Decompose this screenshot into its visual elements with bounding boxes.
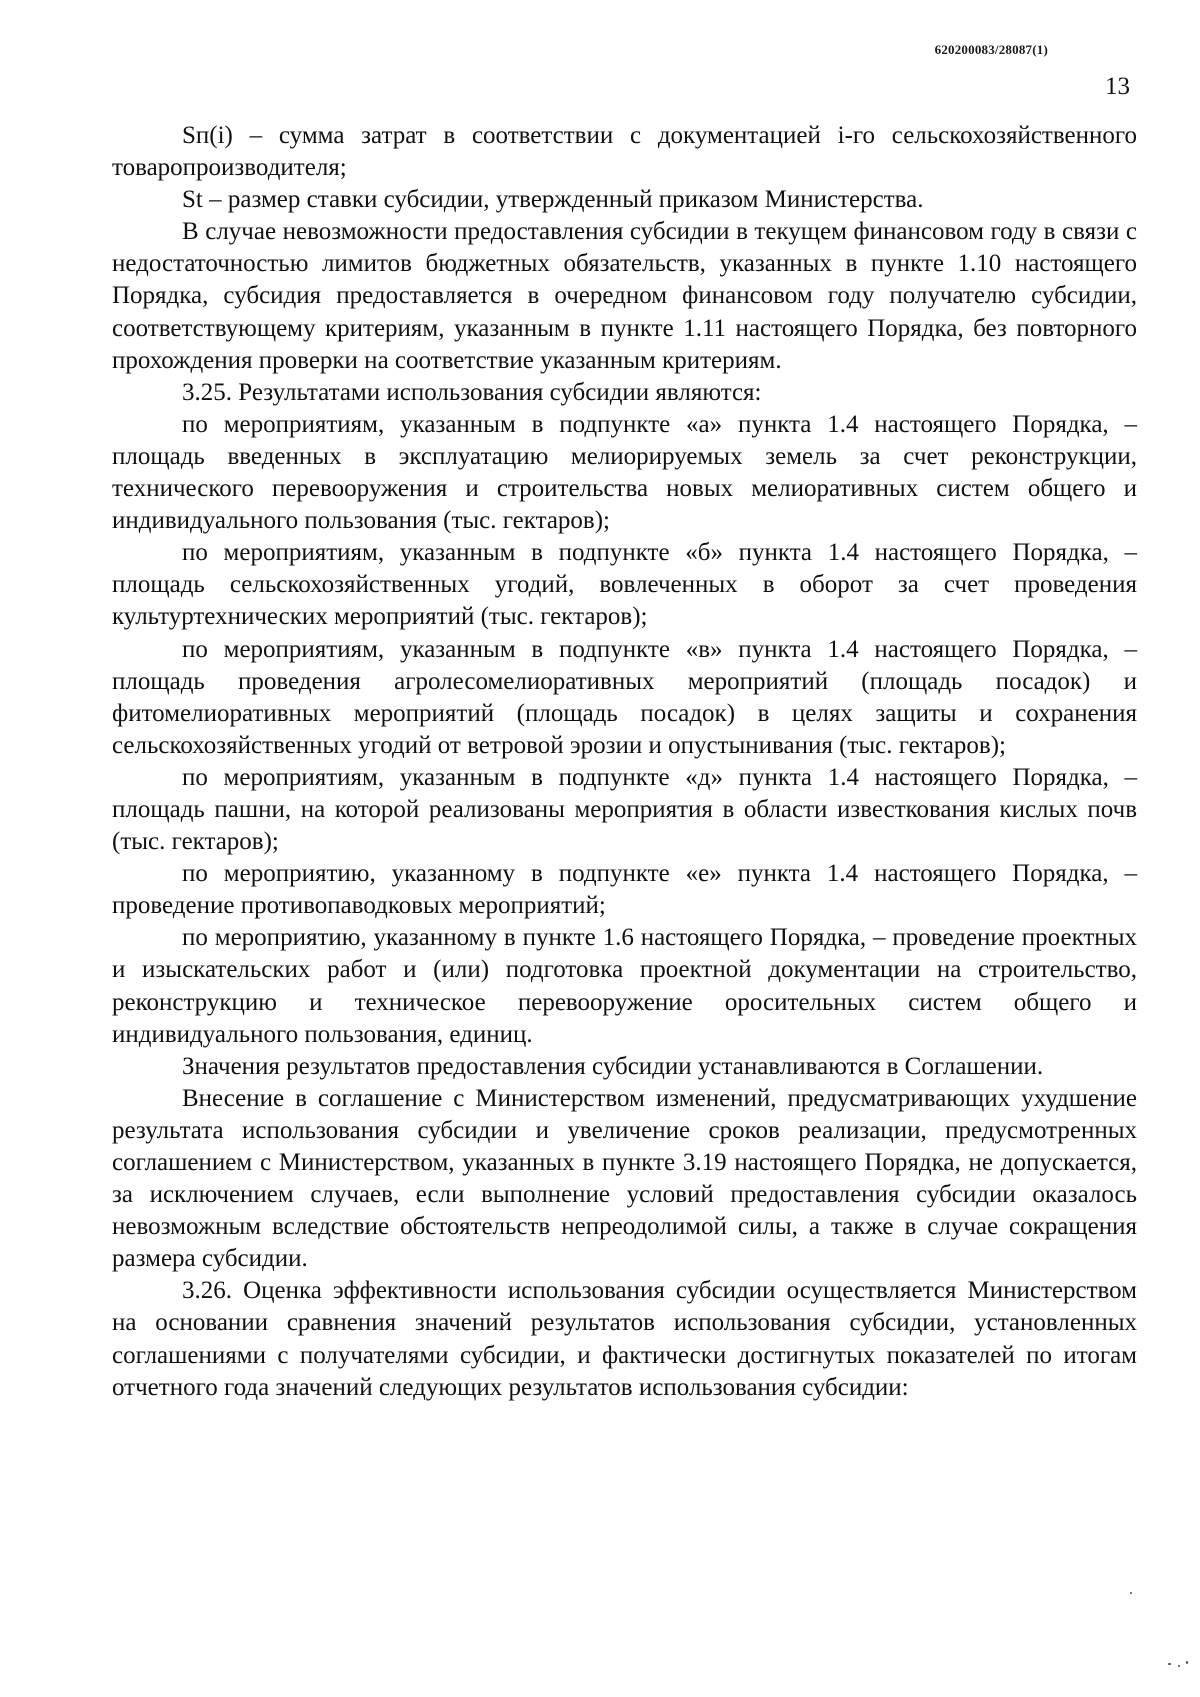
- scan-speck: [1130, 1592, 1132, 1594]
- paragraph-formula-st: St – размер ставки субсидии, утвержденный приказом Министерства.: [182, 186, 924, 214]
- page-number: 13: [1105, 73, 1130, 100]
- paragraph-result-v: по мероприятиям, указанным в подпункте «в» пункта 1.4 настоящего Порядка, – площадь проведения агролесомелиоративных мероприятий (площадь посадок) и фитомелиоративных мероприятий (площадь посадок) в целях защиты и сохранения сельскохозяйственных угодий от ветровой эрозии и опустынивания (тыс. гектаров);: [112, 635, 1137, 759]
- paragraph-3-26: 3.26. Оценка эффективности использования субсидии осуществляется Министерством на основании сравнения значений результатов использования субсидии, установленных соглашениями с получателями субсидии, и фактически достигнутых показателей по итогам отчетного года значений следующих результатов использования субсидии:: [112, 1277, 1137, 1401]
- paragraph-result-1-6: по мероприятию, указанному в пункте 1.6 настоящего Порядка, – проведение проектных и изыскательских работ и (или) подготовка проектной документации на строительство, реконструкцию и техническое перевооружение оросительных систем общего и индивидуального пользования, единиц.: [112, 924, 1137, 1048]
- paragraph-result-a: по мероприятиям, указанным в подпункте «а» пункта 1.4 настоящего Порядка, – площадь введенных в эксплуатацию мелиорируемых земель за счет реконструкции, технического перевооружения и строительства новых мелиоративных систем общего и индивидуального пользования (тыс. гектаров);: [112, 410, 1137, 535]
- paragraph-agreement-values: Значения результатов предоставления субсидии устанавливаются в Соглашении.: [182, 1052, 1044, 1080]
- scan-speck: [1168, 1663, 1171, 1665]
- paragraph-result-d: по мероприятиям, указанным в подпункте «д» пункта 1.4 настоящего Порядка, – площадь пашни, на которой реализованы мероприятия в области известкования кислых почв (тыс. гектаров);: [112, 763, 1137, 856]
- paragraph-budget-limits: В случае невозможности предоставления субсидии в текущем финансовом году в связи с недостаточностью лимитов бюджетных обязательств, указанных в пункте 1.10 настоящего Порядка, субсидия предоставляется в очередном финансовом году получателю субсидии, соответствующему критериям, указанным в пункте 1.11 настоящего Порядка, без повторного прохождения проверки на соответствие указанным критериям.: [112, 218, 1137, 374]
- paragraph-3-25-heading: 3.25. Результатами использования субсидии являются:: [182, 378, 762, 406]
- scan-speck: [1186, 1661, 1188, 1664]
- paragraph-formula-sp: Sп(i) – сумма затрат в соответствии с документацией i-го сельскохозяйственного товаропроизводителя;: [112, 122, 1137, 182]
- document-id: 620200083/28087(1): [934, 42, 1048, 57]
- paragraph-agreement-changes: Внесение в соглашение с Министерством изменений, предусматривающих ухудшение результата использования субсидии и увеличение сроков реализации, предусмотренных соглашением с Министерством, указанных в пункте 3.19 настоящего Порядка, не допускается, за исключением случаев, если выполнение условий предоставления субсидии оказалось невозможным вследствие обстоятельств непреодолимой силы, а также в случае сокращения размера субсидии.: [112, 1084, 1137, 1273]
- document-body: [112, 120, 1137, 1404]
- paragraph-result-b: по мероприятиям, указанным в подпункте «б» пункта 1.4 настоящего Порядка, – площадь сельскохозяйственных угодий, вовлеченных в оборот за счет проведения культуртехнических мероприятий (тыс. гектаров);: [112, 539, 1137, 631]
- paragraph-result-e: по мероприятию, указанному в подпункте «е» пункта 1.4 настоящего Порядка, – проведение противопаводковых мероприятий;: [112, 860, 1137, 920]
- scan-speck: [1178, 1665, 1180, 1667]
